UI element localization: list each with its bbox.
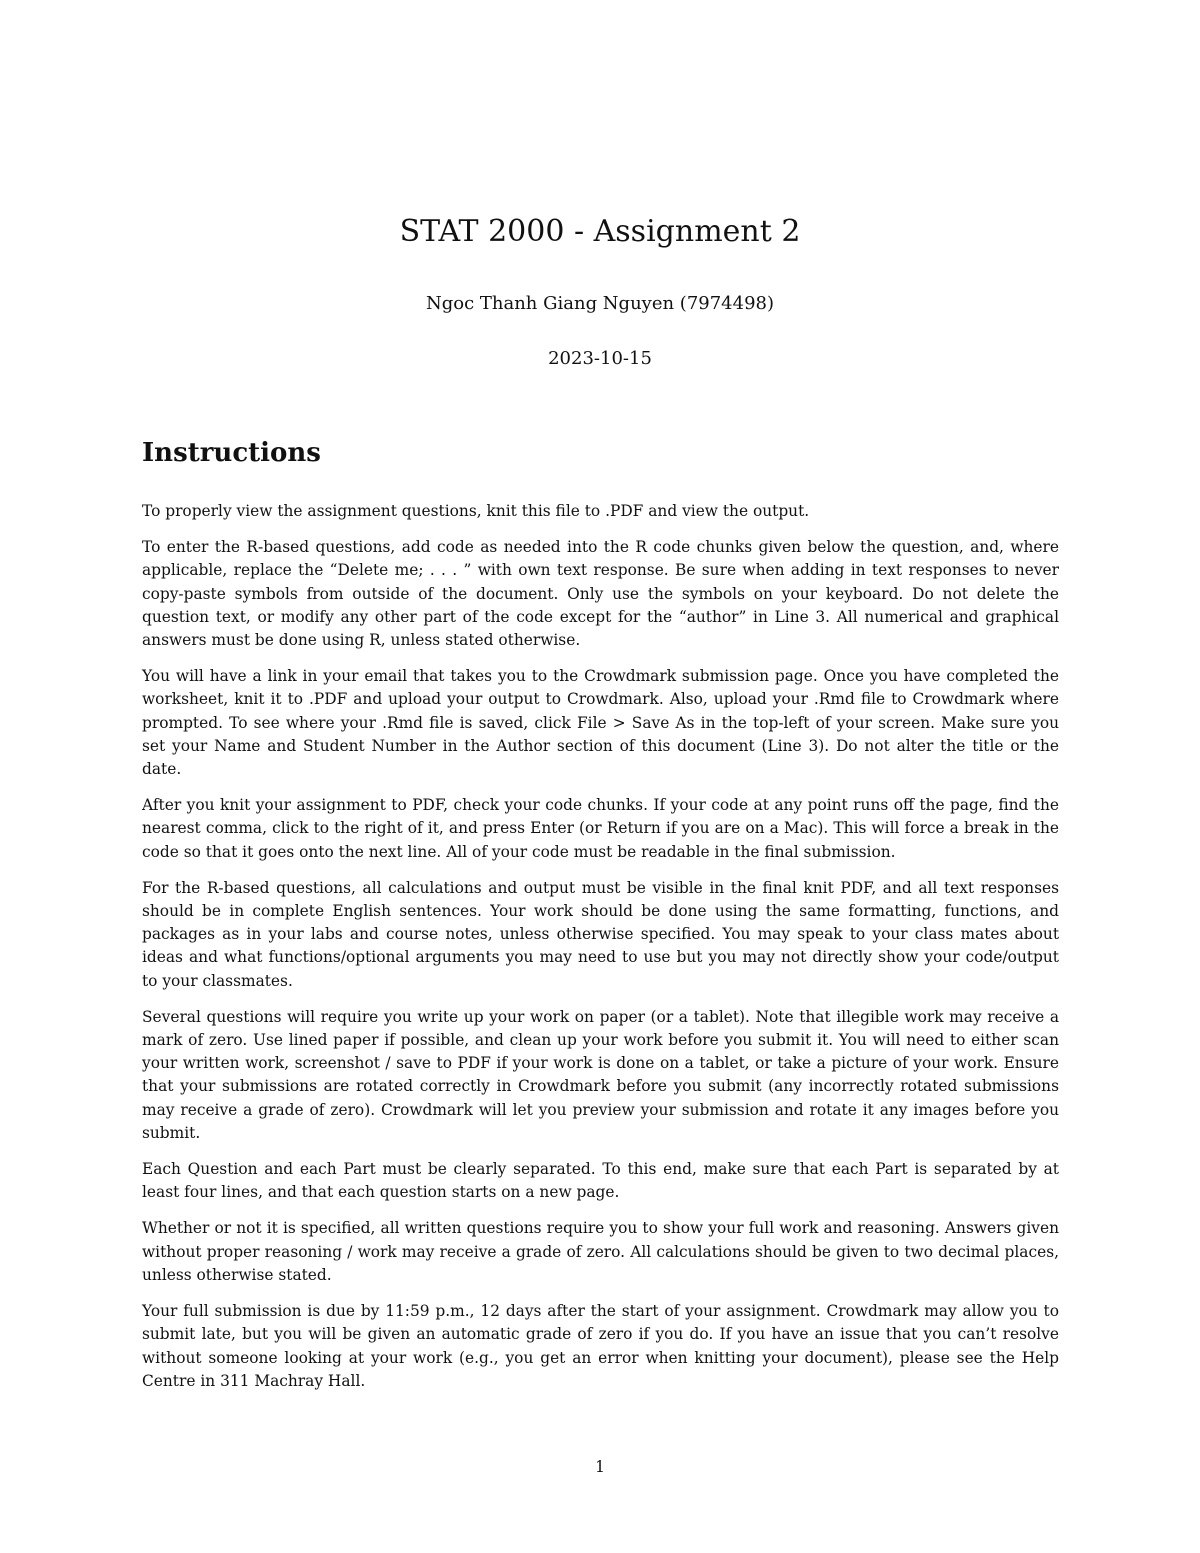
paragraph: To properly view the assignment questions, knit this file to .PDF and view the output.	[142, 502, 810, 520]
paragraph: You will have a link in your email that takes you to the Crowdmark submission page. Once you have completed the worksheet, knit it to .PDF and upload your output to Crowdmark. Also, upload your .Rmd file to Crowdmark where prompted. To see where your .Rmd file is saved, click File > Save As in the top-left of your screen. Make sure you set your Name and Student Number in the Author section of this document (Line 3). Do not alter the title or the date.	[142, 667, 1059, 779]
document-date: 2023-10-15	[548, 348, 652, 369]
instructions-body	[142, 500, 1059, 1406]
paragraph: Each Question and each Part must be clearly separated. To this end, make sure that each Part is separated by at least four lines, and that each question starts on a new page.	[142, 1160, 1059, 1202]
page-number: 1	[595, 1458, 605, 1476]
paragraph: Several questions will require you write up your work on paper (or a tablet). Note that illegible work may receive a mark of zero. Use lined paper if possible, and clean up your work before you submit it. You will need to either scan your written work, screenshot / save to PDF if your work is done on a tablet, or take a picture of your work. Ensure that your submissions are rotated correctly in Crowdmark before you submit (any incorrectly rotated submissions may receive a grade of zero). Crowdmark will let you preview your submission and rotate it any images before you submit.	[142, 1007, 1059, 1142]
document-title: STAT 2000 - Assignment 2	[399, 214, 801, 249]
paragraph: For the R-based questions, all calculations and output must be visible in the final knit PDF, and all text responses should be in complete English sentences. Your work should be done using the same formatting, functions, and packages as in your labs and course notes, unless otherwise specified. You may speak to your class mates about ideas and what functions/optional arguments you may need to use but you may not directly show your code/output to your classmates.	[142, 878, 1059, 990]
paragraph: After you knit your assignment to PDF, check your code chunks. If your code at any point runs off the page, find the nearest comma, click to the right of it, and press Enter (or Return if you are on a Mac). This will force a break in the code so that it goes onto the next line. All of your code must be readable in the final submission.	[142, 796, 1059, 861]
section-heading-instructions: Instructions	[142, 438, 321, 468]
document-author: Ngoc Thanh Giang Nguyen (7974498)	[425, 293, 775, 314]
paragraph: Whether or not it is specified, all written questions require you to show your full work and reasoning. Answers given without proper reasoning / work may receive a grade of zero. All calculations should be given to two decimal places, unless otherwise stated.	[142, 1219, 1059, 1284]
paragraph: Your full submission is due by 11:59 p.m., 12 days after the start of your assignment. Crowdmark may allow you to submit late, but you will be given an automatic grade of zero if you do. If you have an issue that you can’t resolve without someone looking at your work (e.g., you get an error when knitting your document), please see the Help Centre in 311 Machray Hall.	[142, 1302, 1059, 1390]
paragraph: To enter the R-based questions, add code as needed into the R code chunks given below the question, and, where applicable, replace the “Delete me; . . . ” with own text response. Be sure when adding in text responses to never copy-paste symbols from outside of the document. Only use the symbols on your keyboard. Do not delete the question text, or modify any other part of the code except for the “author” in Line 3. All numerical and graphical answers must be done using R, unless stated otherwise.	[142, 538, 1059, 650]
